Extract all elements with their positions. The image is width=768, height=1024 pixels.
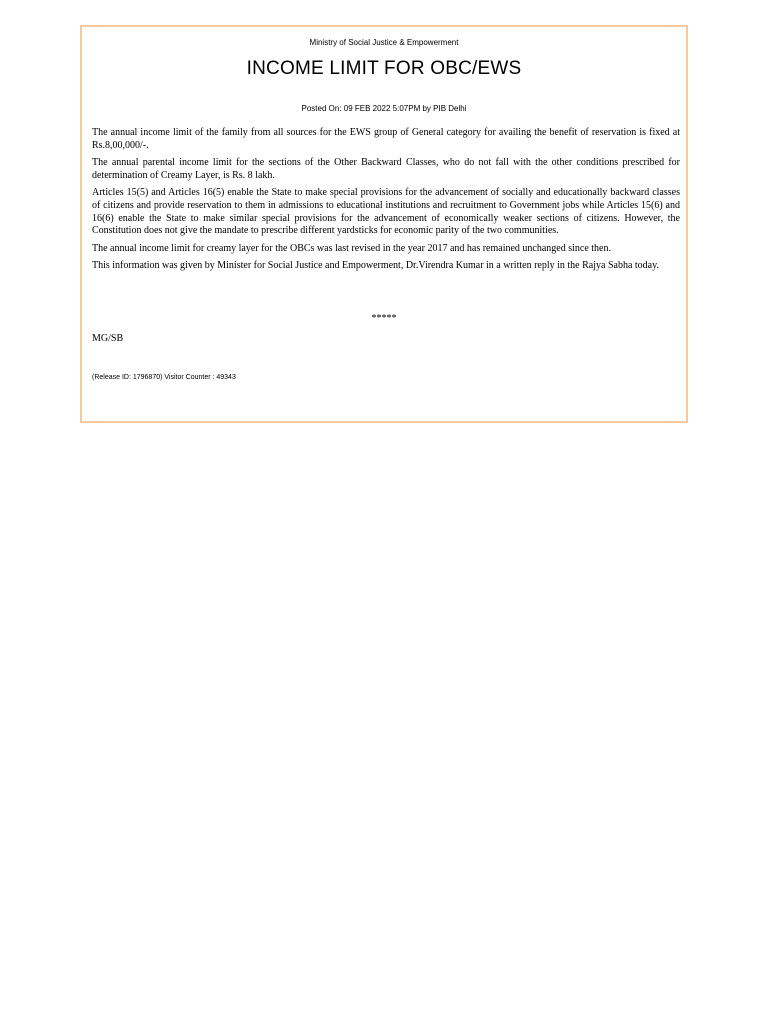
paragraph-articles: Articles 15(5) and Articles 16(5) enable the State to make special provisions for the advancement of socially and educationally backward classes of citizens and provide reservation to them in admissions to educational institutions and recruitment to Government jobs while Articles 15(6) and 16(6) enable the State to make similar special provisions for the advancement of economically weaker sections of citizens. However, the Constitution does not give the mandate to prescribe different yardsticks for economic parity of the two communities. — [92, 187, 680, 237]
release-body — [92, 127, 680, 278]
author-initials: MG/SB — [92, 333, 124, 344]
press-release-box — [80, 25, 688, 423]
ministry-name: Ministry of Social Justice & Empowerment — [309, 38, 459, 47]
paragraph-revision: The annual income limit for creamy layer for the OBCs was last revised in the year 2017 and has remained unchanged since then. — [92, 242, 611, 254]
paragraph-ews-limit: The annual income limit of the family from all sources for the EWS group of General category for availing the benefit of reservation is fixed at Rs.8,00,000/-. — [92, 127, 680, 151]
release-id: (Release ID: 1796870) Visitor Counter : 49343 — [92, 374, 236, 381]
paragraph-minister: This information was given by Minister for Social Justice and Empowerment, Dr.Virendra Kumar in a written reply in the Rajya Sabha today. — [92, 260, 659, 272]
page-title: INCOME LIMIT FOR OBC/EWS — [246, 58, 522, 79]
posted-date: Posted On: 09 FEB 2022 5:07PM by PIB Delhi — [301, 104, 467, 113]
paragraph-obc-limit: The annual parental income limit for the sections of the Other Backward Classes, who do not fall with the other conditions prescribed for determination of Creamy Layer, is Rs. 8 lakh. — [92, 157, 680, 181]
separator-stars: ***** — [371, 313, 397, 324]
